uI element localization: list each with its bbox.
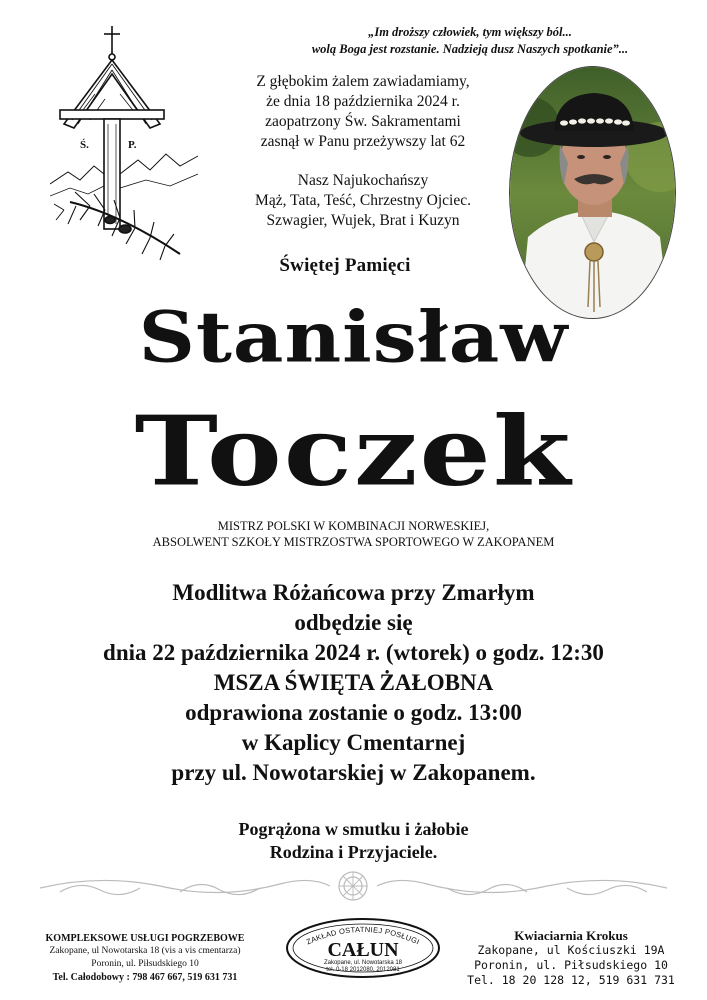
ceremony-line: w Kaplicy Cmentarnej [241,730,466,755]
title-line: ABSOLWENT SZKOŁY MISTRZOSTWA SPORTOWEGO W ZAKOPANEM [152,535,555,549]
stamp-address: Zakopane, ul. Nowotarska 18 [323,960,403,966]
funeral-services-title: KOMPLEKSOWE USŁUGI POGRZEBOWE [45,933,245,944]
death-announcement [218,72,508,231]
florist-phone: Tel. 18 20 128 12, 519 631 731 [467,973,675,987]
funeral-services-address-2: Poronin, ul. Piłsudskiego 10 [91,959,199,969]
ceremony-line: odbędzie się [294,610,413,635]
ceremony-line: dnia 22 października 2024 r. (wtorek) o godz. 12:30 [103,640,604,665]
deceased-titles [0,518,707,550]
wayside-cross-illustration [50,24,200,264]
ceremony-line: przy ul. Nowotarskiej w Zakopanem. [171,760,536,785]
announce-line: Z głębokim żalem zawiadamiamy, [256,73,470,90]
memorial-heading: Świętej Pamięci [279,255,411,276]
mourners-line: Pogrążona w smutku i żałobie [238,819,469,839]
ornamental-divider [40,866,667,906]
funeral-services-phone: Tel. Całodobowy : 798 467 667, 519 631 731 [52,972,238,983]
family-line: Mąż, Tata, Teść, Chrzestny Ojciec. [255,192,471,209]
ceremony-line: Modlitwa Różańcowa przy Zmarłym [172,580,535,605]
quote-line-1: „Im droższy człowiek, tym większy ból... [368,25,572,39]
mourners-line: Rodzina i Przyjaciele. [269,842,438,862]
florist-info [446,928,696,988]
ceremony-line: MSZA ŚWIĘTA ŻAŁOBNA [213,670,494,695]
cross-letter-s: Ś. [80,139,89,151]
funeral-services-address-1: Zakopane, ul Nowotarska 18 (vis a vis cmentarza) [49,946,241,956]
florist-address-2: Poronin, ul. Piłsudskiego 10 [474,958,668,972]
title-line: MISTRZ POLSKI W KOMBINACJI NORWESKIEJ, [217,519,490,533]
funeral-services-info [10,932,280,984]
florist-title: Kwiaciarnia Krokus [514,928,628,943]
announce-line: zaopatrzony Św. Sakramentami [265,113,461,130]
epitaph-quote [250,24,690,58]
stamp-name: CAŁUN [327,939,399,961]
announce-line: że dnia 18 października 2024 r. [266,93,460,110]
announce-line: zasnął w Panu przeżywszy lat 62 [260,133,466,150]
mourners-note [0,818,707,864]
quote-line-2: wolą Boga jest rozstanie. Nadzieją dusz Naszych spotkanie”... [311,42,629,56]
family-line: Szwagier, Wujek, Brat i Kuzyn [266,212,460,229]
deceased-last-name: Toczek [134,395,573,508]
family-line: Nasz Najukochańszy [297,172,429,189]
stamp-phone: tel. 0-18 2012080, 2012081 [326,967,400,973]
calun-logo-stamp [283,916,443,980]
deceased-portrait-photo [509,66,676,319]
ceremony-details [0,578,707,788]
cross-letter-p: P. [128,139,137,151]
florist-address-1: Zakopane, ul Kościuszki 19A [477,943,665,957]
deceased-first-name: Stanisław [138,296,569,379]
stamp-arc-text: ZAKŁAD OSTATNIEJ POSŁUGI [304,924,422,947]
ceremony-line: odprawiona zostanie o godz. 13:00 [185,700,522,725]
